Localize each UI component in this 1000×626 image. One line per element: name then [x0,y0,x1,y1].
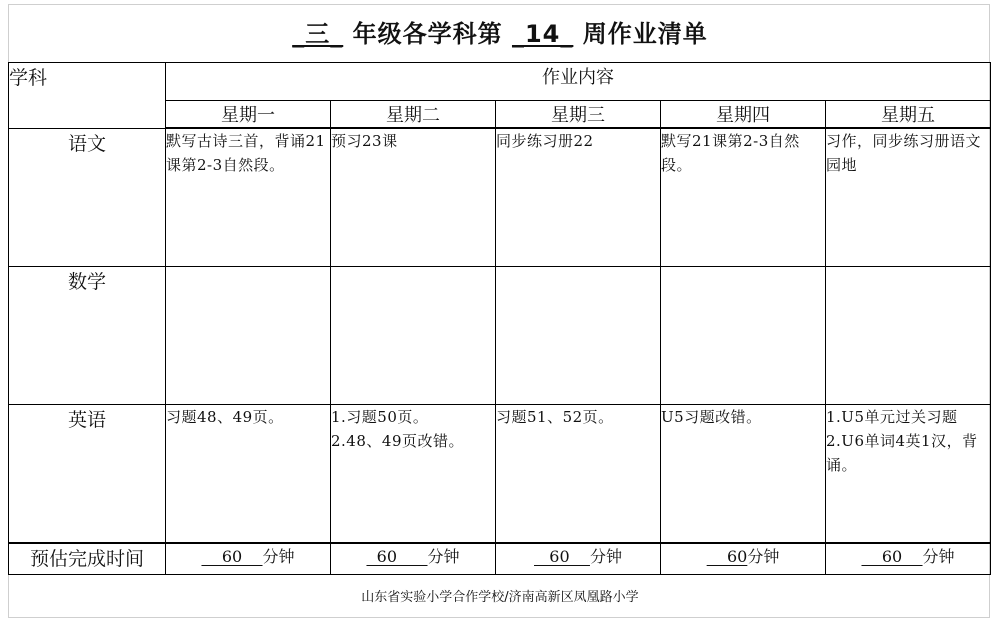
grade-blank: _三_ [292,20,344,48]
table-row-english [9,405,991,544]
cell-english-thu [661,405,826,544]
cell-line: 习题48、49页。 [166,408,284,426]
day-monday: 星期一 [166,101,331,129]
cell-math-wed [496,267,661,405]
cell-chinese-thu [661,128,826,267]
time-unit: 分钟 [427,547,460,566]
table-row-chinese [9,128,991,267]
cell-english-tue [331,405,496,544]
title-text-1: 年级各学科第 [343,20,512,48]
time-mon [166,543,331,575]
school-footer: 山东省实验小学合作学校/济南高新区凤凰路小学 [361,590,639,605]
cell-english-mon [166,405,331,544]
subject-english: 英语 [9,405,166,544]
time-value: 60 [366,547,428,566]
time-value: 60 [534,547,590,566]
cell-math-thu [661,267,826,405]
time-unit: 分钟 [589,547,622,566]
time-fri [826,543,991,575]
week-blank: _14_ [511,20,574,48]
time-value: 60 [201,547,263,566]
cell-line: 2.U6单词4英1汉，背诵。 [826,432,978,474]
cell-line: 同步练习册22 [496,132,594,150]
cell-chinese-tue [331,128,496,267]
time-value: 60 [706,547,748,566]
estimated-time-label: 预估完成时间 [9,543,166,575]
cell-line: 1.U5单元过关习题 [826,408,958,426]
cell-math-fri [826,267,991,405]
time-value: 60 [861,547,923,566]
cell-chinese-wed [496,128,661,267]
header-row [9,63,991,101]
cell-line: 习作，同步练习册语文园地 [826,132,982,174]
day-tuesday: 星期二 [331,101,496,129]
cell-english-fri [826,405,991,544]
subject-chinese: 语文 [9,128,166,267]
day-friday: 星期五 [826,101,991,129]
cell-math-mon [166,267,331,405]
cell-chinese-mon [166,128,331,267]
cell-line: 2.48、49页改错。 [331,432,464,450]
content-header: 作业内容 [166,63,991,101]
cell-line: 预习23课 [331,132,398,150]
homework-table [8,62,991,575]
subject-math: 数学 [9,267,166,405]
cell-english-wed [496,405,661,544]
time-wed [496,543,661,575]
time-unit: 分钟 [922,547,955,566]
day-wednesday: 星期三 [496,101,661,129]
time-tue [331,543,496,575]
cell-line: U5习题改错。 [661,408,762,426]
title-text-2: 周作业清单 [573,20,708,48]
page-title [0,14,1000,49]
cell-line: 习题51、52页。 [496,408,614,426]
cell-line: 1.习题50页。 [331,408,429,426]
table-row-math [9,267,991,405]
time-row [9,543,991,575]
time-thu [661,543,826,575]
day-thursday: 星期四 [661,101,826,129]
subject-header: 学科 [9,63,166,129]
cell-chinese-fri [826,128,991,267]
cell-math-tue [331,267,496,405]
cell-line: 默写21课第2-3自然段。 [661,132,800,174]
cell-line: 默写古诗三首，背诵21课第2-3自然段。 [166,132,326,174]
time-unit: 分钟 [747,547,780,566]
time-unit: 分钟 [262,547,295,566]
